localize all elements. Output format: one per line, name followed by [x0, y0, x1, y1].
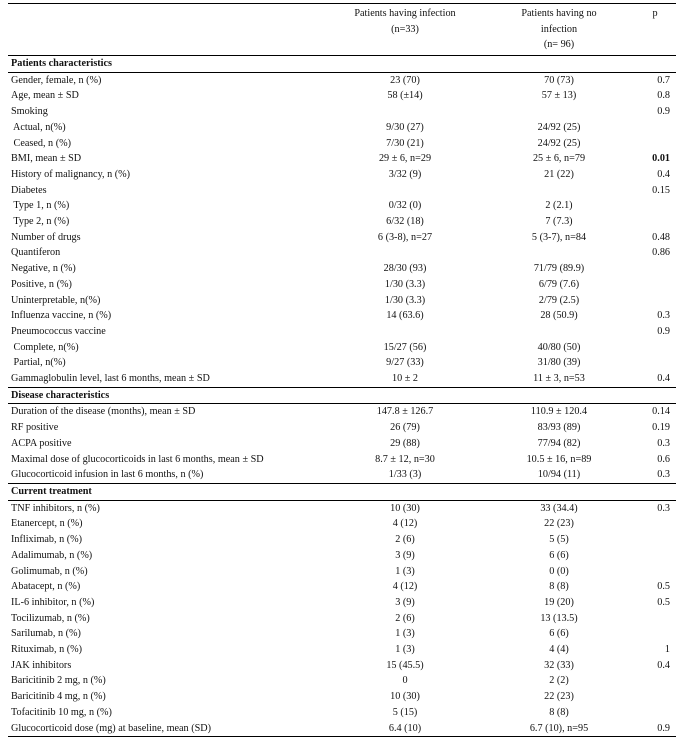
- p-value: 0.48: [652, 231, 670, 243]
- table-row: [8, 516, 676, 532]
- p-value: 0.4: [657, 168, 670, 180]
- table-row: [8, 340, 676, 356]
- header-infection-line2: (n=33): [391, 23, 419, 35]
- table-row: [8, 151, 676, 167]
- table-row: [8, 579, 676, 595]
- p-value: 0.9: [657, 325, 670, 337]
- row-label: Age, mean ± SD: [11, 90, 79, 102]
- infection-value: 147.8 ± 126.7: [376, 406, 434, 418]
- infection-value: 8.7 ± 12, n=30: [375, 453, 435, 465]
- header-no-infection-line1: Patients having no: [521, 8, 597, 19]
- table-row: [8, 324, 676, 340]
- infection-value: 15/27 (56): [383, 341, 427, 353]
- row-label: Maximal dose of glucocorticoids in last 6 months, mean ± SD: [11, 453, 264, 465]
- section-title: Disease characteristics: [8, 387, 676, 404]
- no-infection-value: 2 (2.1): [545, 200, 573, 212]
- infection-value: 10 (30): [390, 502, 420, 514]
- section-title: Patients characteristics: [8, 56, 676, 73]
- infection-value: 1 (3): [395, 565, 415, 577]
- characteristics-table: [8, 3, 676, 737]
- infection-value: 2 (6): [395, 612, 415, 624]
- row-label: Sarilumab, n (%): [11, 628, 81, 640]
- table-row: [8, 626, 676, 642]
- header-blank: [8, 4, 326, 56]
- infection-value: 26 (79): [390, 422, 420, 434]
- no-infection-value: 0 (0): [549, 565, 569, 577]
- p-value: 0.5: [657, 596, 670, 608]
- no-infection-value: 19 (20): [544, 596, 574, 608]
- no-infection-value: 40/80 (50): [537, 341, 581, 353]
- no-infection-value: 10.5 ± 16, n=89: [526, 453, 592, 465]
- header-p: p: [652, 8, 658, 19]
- infection-value: 9/30 (27): [386, 121, 424, 133]
- row-label: BMI, mean ± SD: [11, 153, 82, 165]
- table-row: [8, 642, 676, 658]
- infection-value: 23 (70): [390, 74, 420, 86]
- no-infection-value: 11 ± 3, n=53: [533, 373, 585, 385]
- no-infection-value: 5 (5): [549, 534, 569, 546]
- table-row: [8, 277, 676, 293]
- infection-value: 10 (30): [390, 691, 420, 703]
- row-label: Type 1, n (%): [11, 200, 70, 212]
- no-infection-value: 32 (33): [544, 659, 574, 671]
- p-value: [634, 355, 676, 371]
- p-value: 0.3: [657, 469, 670, 481]
- table-row: [8, 198, 676, 214]
- p-value: 0.9: [634, 721, 676, 737]
- row-label: Gammaglobulin level, last 6 months, mean ± SD: [11, 373, 210, 385]
- no-infection-value: 110.9 ± 120.4: [530, 406, 588, 418]
- row-label: ACPA positive: [11, 437, 72, 449]
- infection-value: 28/30 (93): [383, 263, 427, 275]
- row-label: IL-6 inhibitor, n (%): [11, 596, 95, 608]
- p-value: 0.15: [652, 184, 670, 196]
- p-value: 0.19: [652, 422, 670, 434]
- table-row: [8, 500, 676, 516]
- header-no-infection-line2: infection: [540, 23, 578, 35]
- row-label: Uninterpretable, n(%): [11, 294, 101, 306]
- row-label: Duration of the disease (months), mean ± SD: [11, 406, 196, 418]
- row-label: Etanercept, n (%): [11, 518, 83, 530]
- no-infection-value: [484, 183, 634, 199]
- table-row: [8, 420, 676, 436]
- table-row: [8, 452, 676, 468]
- p-value: [634, 136, 676, 152]
- table-row: [8, 595, 676, 611]
- row-label: Complete, n(%): [11, 341, 79, 353]
- p-value: [634, 548, 676, 564]
- row-label: Abatacept, n (%): [11, 581, 81, 593]
- row-label: Diabetes: [11, 184, 47, 196]
- table-row: [8, 261, 676, 277]
- table-row: [8, 245, 676, 261]
- infection-value: 29 (88): [390, 437, 420, 449]
- infection-value: 5 (15): [392, 706, 418, 718]
- infection-value: 0/32 (0): [388, 200, 422, 212]
- p-value: 0.01: [652, 153, 670, 165]
- section-header-row: [8, 387, 676, 404]
- no-infection-value: 21 (22): [544, 168, 574, 180]
- infection-value: 1/30 (3.3): [384, 278, 426, 290]
- no-infection-value: 2 (2): [549, 675, 569, 687]
- row-label: Influenza vaccine, n (%): [11, 310, 112, 322]
- table-row: [8, 293, 676, 309]
- p-value: [634, 198, 676, 214]
- section-title: Current treatment: [8, 483, 676, 500]
- table-row: [8, 104, 676, 120]
- row-label: Adalimumab, n (%): [11, 549, 93, 561]
- infection-value: 6.4 (10): [326, 721, 484, 737]
- no-infection-value: 6 (6): [549, 549, 569, 561]
- p-value: [634, 120, 676, 136]
- no-infection-value: 71/79 (89.9): [533, 263, 585, 275]
- no-infection-value: 22 (23): [544, 691, 574, 703]
- no-infection-value: 70 (73): [544, 74, 574, 86]
- table-row: [8, 467, 676, 483]
- row-label: Quantiferon: [11, 247, 61, 259]
- table-body: [8, 56, 676, 737]
- row-label: Baricitinib 4 mg, n (%): [11, 691, 106, 703]
- infection-value: 2 (6): [395, 534, 415, 546]
- p-value: [634, 564, 676, 580]
- table-row: [8, 371, 676, 387]
- table-row: [8, 355, 676, 371]
- p-value: 0.3: [657, 310, 670, 322]
- row-label: Negative, n (%): [11, 263, 76, 275]
- table-row: [8, 673, 676, 689]
- p-value: [634, 516, 676, 532]
- table-row: [8, 72, 676, 88]
- table-row: [8, 136, 676, 152]
- no-infection-value: 8 (8): [549, 581, 569, 593]
- no-infection-value: 24/92 (25): [537, 137, 581, 149]
- infection-value: 3 (9): [395, 596, 415, 608]
- infection-value: 1/30 (3.3): [384, 294, 426, 306]
- p-value: [634, 277, 676, 293]
- no-infection-value: [484, 324, 634, 340]
- table-row: [8, 548, 676, 564]
- p-value: [634, 214, 676, 230]
- no-infection-value: 5 (3-7), n=84: [531, 231, 587, 243]
- row-label: Smoking: [11, 106, 48, 118]
- no-infection-value: 2/79 (2.5): [538, 294, 580, 306]
- p-value: [634, 673, 676, 689]
- no-infection-value: 28 (50.9): [540, 310, 578, 322]
- infection-value: 10 ± 2: [392, 373, 418, 385]
- table-row: [8, 689, 676, 705]
- p-value: [634, 340, 676, 356]
- p-value: [634, 626, 676, 642]
- header-infection: [326, 4, 484, 56]
- no-infection-value: 33 (34.4): [540, 502, 578, 514]
- row-label: Rituximab, n (%): [11, 644, 83, 656]
- infection-value: 9/27 (33): [386, 357, 424, 369]
- table-row: [8, 404, 676, 420]
- no-infection-value: 77/94 (82): [537, 437, 581, 449]
- infection-value: 6/32 (18): [386, 216, 424, 228]
- table-row: [8, 658, 676, 674]
- infection-value: 0: [402, 675, 408, 687]
- no-infection-value: 83/93 (89): [537, 422, 581, 434]
- row-label: Glucocorticoid dose (mg) at baseline, mean (SD): [8, 721, 326, 737]
- no-infection-value: 24/92 (25): [537, 121, 581, 133]
- infection-value: 4 (12): [392, 581, 418, 593]
- table-row: [8, 183, 676, 199]
- p-value: 0.5: [657, 581, 670, 593]
- table-row: [8, 308, 676, 324]
- row-label: Positive, n (%): [11, 278, 72, 290]
- no-infection-value: 13 (13.5): [540, 612, 578, 624]
- p-value: [634, 261, 676, 277]
- row-label: Baricitinib 2 mg, n (%): [11, 675, 106, 687]
- no-infection-value: 7 (7.3): [545, 216, 573, 228]
- no-infection-value: 6 (6): [549, 628, 569, 640]
- infection-value: 3/32 (9): [388, 168, 422, 180]
- infection-value: 7/30 (21): [386, 137, 424, 149]
- infection-value: 3 (9): [395, 549, 415, 561]
- row-label: Actual, n(%): [11, 121, 66, 133]
- no-infection-value: [484, 104, 634, 120]
- table-row: [8, 88, 676, 104]
- p-value: 0.3: [657, 437, 670, 449]
- row-label: Partial, n(%): [11, 357, 66, 369]
- table-row: [8, 230, 676, 246]
- infection-value: 4 (12): [392, 518, 418, 530]
- no-infection-value: 57 ± 13): [541, 90, 577, 102]
- table-row: [8, 611, 676, 627]
- infection-value: 1 (3): [395, 628, 415, 640]
- p-value: 0.7: [657, 74, 670, 86]
- no-infection-value: 25 ± 6, n=79: [532, 153, 586, 165]
- p-value: [634, 611, 676, 627]
- table-header: [8, 4, 676, 56]
- table-row: [8, 436, 676, 452]
- no-infection-value: 6.7 (10), n=95: [484, 721, 634, 737]
- header-infection-line1: Patients having infection: [354, 8, 456, 19]
- infection-value: [326, 183, 484, 199]
- infection-value: 1/33 (3): [388, 469, 422, 481]
- infection-value: 15 (45.5): [386, 659, 424, 671]
- section-header-row: [8, 483, 676, 500]
- table-row: [8, 705, 676, 721]
- row-label: Infliximab, n (%): [11, 534, 83, 546]
- p-value: [634, 532, 676, 548]
- table-row: [8, 564, 676, 580]
- no-infection-value: 31/80 (39): [537, 357, 581, 369]
- header-no-infection-line3: (n= 96): [543, 39, 575, 51]
- header-no-infection: [484, 4, 634, 56]
- p-value: 0.86: [652, 247, 670, 259]
- p-value: 0.6: [657, 453, 670, 465]
- row-label: Glucocorticoid infusion in last 6 months, n (%): [11, 469, 204, 481]
- row-label: Tofacitinib 10 mg, n (%): [11, 706, 112, 718]
- infection-value: [326, 324, 484, 340]
- table-row: [8, 167, 676, 183]
- table-row: [8, 214, 676, 230]
- no-infection-value: 8 (8): [549, 706, 569, 718]
- row-label: Pneumococcus vaccine: [11, 325, 106, 337]
- row-label: RF positive: [11, 422, 59, 434]
- row-label: JAK inhibitors: [11, 659, 72, 671]
- infection-value: [326, 104, 484, 120]
- infection-value: 1 (3): [395, 644, 415, 656]
- p-value: [634, 705, 676, 721]
- p-value: 0.9: [657, 106, 670, 118]
- p-value: 0.4: [657, 373, 670, 385]
- p-value: 0.14: [652, 406, 670, 418]
- infection-value: 14 (63.6): [386, 310, 424, 322]
- table-row: [8, 120, 676, 136]
- row-label: TNF inhibitors, n (%): [11, 502, 100, 514]
- infection-value: 29 ± 6, n=29: [378, 153, 432, 165]
- no-infection-value: 22 (23): [544, 518, 574, 530]
- table-row: [8, 532, 676, 548]
- no-infection-value: [484, 245, 634, 261]
- infection-value: 58 (±14): [387, 90, 423, 102]
- infection-value: 6 (3-8), n=27: [377, 231, 433, 243]
- no-infection-value: 6/79 (7.6): [538, 278, 580, 290]
- section-header-row: [8, 56, 676, 73]
- p-value: 0.3: [657, 502, 670, 514]
- p-value: 0.4: [657, 659, 670, 671]
- p-value: [634, 689, 676, 705]
- row-label: Type 2, n (%): [11, 216, 70, 228]
- row-label: Ceased, n (%): [11, 137, 71, 149]
- row-label: Number of drugs: [11, 231, 81, 243]
- row-label: Gender, female, n (%): [11, 74, 102, 86]
- p-value: 1: [664, 644, 670, 656]
- no-infection-value: 10/94 (11): [537, 469, 581, 481]
- p-value: [634, 293, 676, 309]
- row-label: Golimumab, n (%): [11, 565, 88, 577]
- p-value: 0.8: [657, 90, 670, 102]
- no-infection-value: 4 (4): [549, 644, 569, 656]
- infection-value: [326, 245, 484, 261]
- row-label: History of malignancy, n (%): [11, 168, 131, 180]
- table-row: [8, 721, 676, 737]
- row-label: Tocilizumab, n (%): [11, 612, 90, 624]
